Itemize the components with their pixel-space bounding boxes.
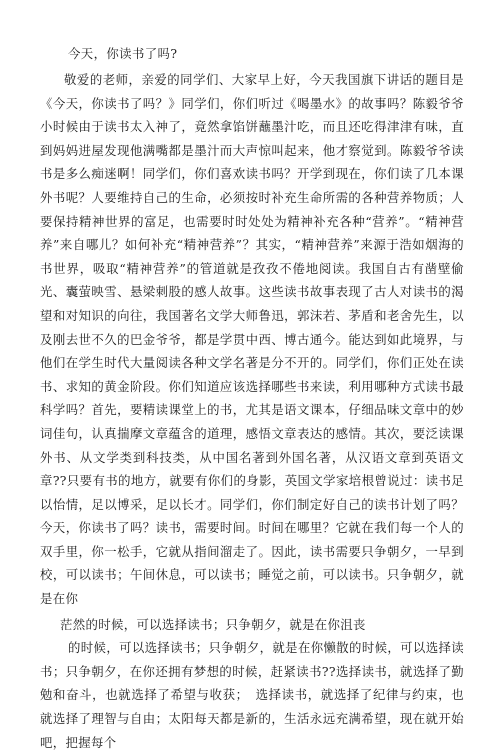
document-title: 今天，你读书了吗? <box>68 46 178 61</box>
paragraph-speech-body: 敬爱的老师，亲爱的同学们、大家早上好，今天我国旗下讲话的题目是《今天，你读书了吗？》同学们，你们听过《喝墨水》的故事吗？陈毅爷爷小时候由于读书太入神了，竟然拿馅饼蘸墨汁吃，而且还吃得津津有味，直到妈妈进屋发现他满嘴都是墨汁而大声惊叫起来，他才察觉到。陈毅爷爷读书是多么痴迷啊！同学们，你们喜欢读书吗？开学到现在，你们读了几本课外书呢？人要维持自己的生命，必须按时补充生命所需的各种营养物质；人要保持精神世界的富足，也需要时时处处为精神补充各种“营养”。“精神营养”来自哪儿？如何补充“精神营养”？其实，“精神营养”来源于浩如烟海的书世界，吸取“精神营养”的管道就是孜孜不倦地阅读。我国自古有凿壁偷光、囊萤映雪、悬梁刺股的感人故事。这些读书故事表现了古人对读书的渴望和对知识的向往，我国著名文学大师鲁迅，郭沫若、茅盾和老舍先生，以及刚去世不久的巴金爷爷，都是学贯中西、博古通今。能达到如此境界，与他们在学生时代大量阅读各种文学名著是分不开的。同学们，你们正处在读书、求知的黄金阶段。你们知道应该选择哪些书来读，利用哪种方式读书最科学吗？首先，要精读课堂上的书，尤其是语文课本，仔细品味文章中的妙词佳句，认真揣摩文章蕴含的道理，感悟文章表达的感情。其次，要泛读课外书、从文学类到科技类，从中国名著到外国名著，从汉语文章到英语文章??只要有书的地方，就要有你们的身影，英国文学家培根曾说过：读书足以怡情，足以博采，足以长才。同学们，你们制定好自己的读书计划了吗？今天，你读书了吗？读书，需要时间。时间在哪里？它就在我们每一个人的双手里，你一松手，它就从指间溜走了。因此，读书需要只争朝夕，一早到校，可以读书；午间休息，可以读书；睡觉之前，可以读书。只争朝夕，就是在你 <box>40 72 464 607</box>
paragraph-indented-line: 茫然的时候，可以选择读书；只争朝夕，就是在你沮丧 <box>60 616 366 632</box>
paragraph-continuation: 的时候，可以选择读书；只争朝夕，就是在你懒散的时候，可以选择读书；只争朝夕，在你还拥有梦想的时候，赶紧读书??选择读书，就选择了勤勉和奋斗，也就选择了希望与收获； 选择读书，就选择了纪律与约束，也就选择了理智与自由；太阳每天都是新的，生活永远充满希望，现在就开始吧，把握每个 <box>40 640 464 750</box>
